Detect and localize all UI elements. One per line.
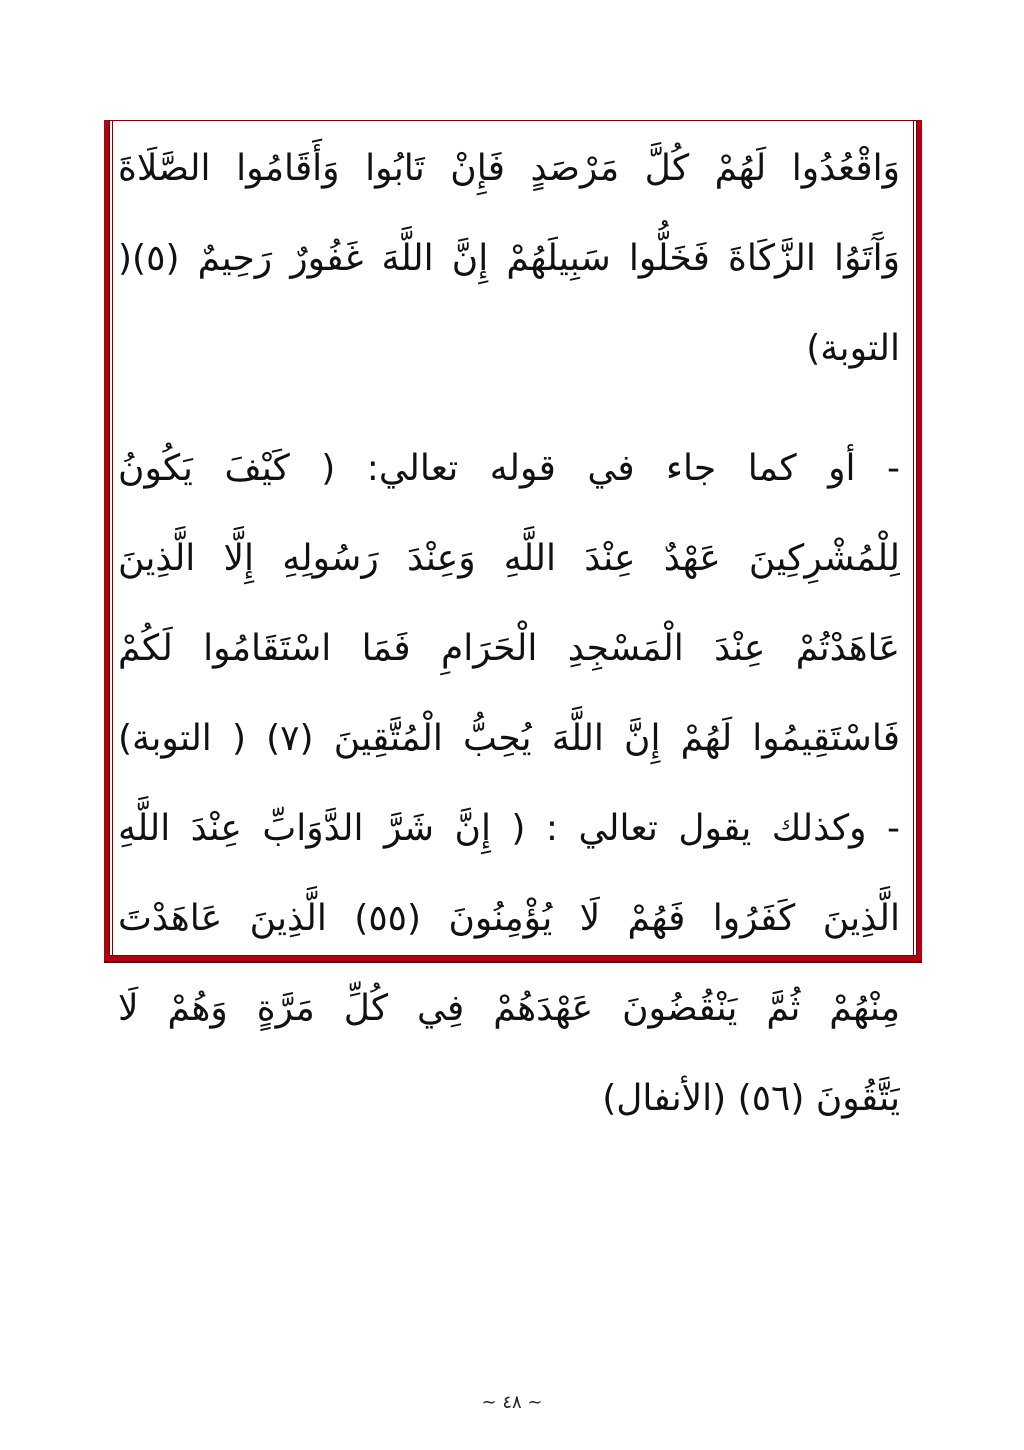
text-line-6: عَاهَدْتُمْ عِنْدَ الْمَسْجِدِ الْحَرَامِ فَمَا اسْتَقَامُوا لَكُمْ <box>118 628 900 669</box>
text-line-9: الَّذِينَ كَفَرُوا فَهُمْ لَا يُؤْمِنُونَ (٥٥) الَّذِينَ عَاهَدْتَ <box>118 898 900 939</box>
page-number: ~ ٤٨ ~ <box>481 1392 543 1413</box>
text-line-10: مِنْهُمْ ثُمَّ يَنْقُضُونَ عَهْدَهُمْ فِي كُلِّ مَرَّةٍ وَهُمْ لَا <box>118 988 900 1029</box>
frame-inner-line-left <box>112 120 113 956</box>
paragraph-gap <box>118 400 900 430</box>
frame-inner-line-right <box>913 120 914 956</box>
quran-text-block <box>118 130 900 1150</box>
text-line-7: فَاسْتَقِيمُوا لَهُمْ إِنَّ اللَّهَ يُحِبُّ الْمُتَّقِينَ (٧) ( التوبة) <box>118 718 900 759</box>
text-line-8: - وكذلك يقول تعالي : ( إِنَّ شَرَّ الدَّوَابِّ عِنْدَ اللَّهِ <box>118 808 900 849</box>
text-line-4: - أو كما جاء في قوله تعالي: ( كَيْفَ يَكُونُ <box>118 448 900 489</box>
text-line-11: يَتَّقُونَ (٥٦) (الأنفال) <box>602 1078 900 1119</box>
text-line-5: لِلْمُشْرِكِينَ عَهْدٌ عِنْدَ اللَّهِ وَعِنْدَ رَسُولِهِ إِلَّا الَّذِينَ <box>118 538 900 579</box>
text-line-2: وَآَتَوُا الزَّكَاةَ فَخَلُّوا سَبِيلَهُمْ إِنَّ اللَّهَ غَفُورٌ رَحِيمٌ (٥)( <box>118 238 900 279</box>
text-line-3: التوبة) <box>806 328 900 369</box>
text-line-1: وَاقْعُدُوا لَهُمْ كُلَّ مَرْصَدٍ فَإِنْ تَابُوا وَأَقَامُوا الصَّلَاةَ <box>118 148 900 189</box>
